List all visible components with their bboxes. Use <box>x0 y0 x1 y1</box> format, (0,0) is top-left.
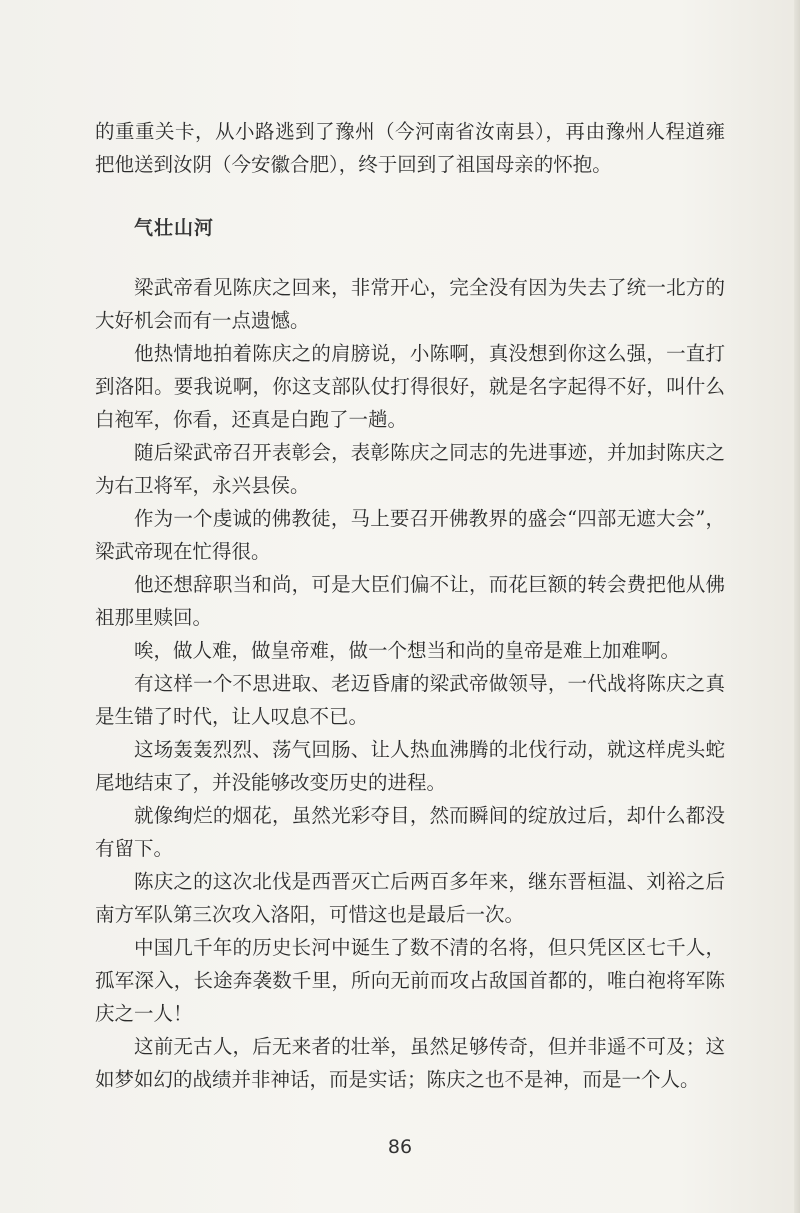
section-heading: 气壮山河 <box>134 217 215 239</box>
paragraph: 梁武帝看见陈庆之回来，非常开心，完全没有因为失去了统一北方的大好机会而有一点遗憾。 <box>95 276 725 332</box>
paragraph: 就像绚烂的烟花，虽然光彩夺目，然而瞬间的绽放过后，却什么都没有留下。 <box>95 804 725 860</box>
body-text <box>95 271 725 1096</box>
page-edge <box>794 0 800 1213</box>
continued-paragraph: 的重重关卡，从小路逃到了豫州（今河南省汝南县），再由豫州人程道雍把他送到汝阴（今安徽合肥），终于回到了祖国母亲的怀抱。 <box>95 120 725 176</box>
page-number: 86 <box>387 1136 413 1158</box>
paragraph: 中国几千年的历史长河中诞生了数不清的名将，但只凭区区七千人，孤军深入，长途奔袭数千里，所向无前而攻占敌国首都的，唯白袍将军陈庆之一人！ <box>95 936 725 1025</box>
paragraph: 他热情地拍着陈庆之的肩膀说，小陈啊，真没想到你这么强，一直打到洛阳。要我说啊，你这支部队仗打得很好，就是名字起得不好，叫什么白袍军，你看，还真是白跑了一趟。 <box>95 342 725 431</box>
paragraph: 随后梁武帝召开表彰会，表彰陈庆之同志的先进事迹，并加封陈庆之为右卫将军，永兴县侯。 <box>95 441 725 497</box>
paragraph: 唉，做人难，做皇帝难，做一个想当和尚的皇帝是难上加难啊。 <box>134 639 681 662</box>
paragraph: 有这样一个不思进取、老迈昏庸的梁武帝做领导，一代战将陈庆之真是生错了时代，让人叹息不已。 <box>95 672 725 728</box>
paragraph: 陈庆之的这次北伐是西晋灭亡后两百多年来，继东晋桓温、刘裕之后南方军队第三次攻入洛阳，可惜这也是最后一次。 <box>95 870 725 926</box>
continued-paragraph-block <box>95 115 725 181</box>
paragraph: 这前无古人，后无来者的壮举，虽然足够传奇，但并非遥不可及；这如梦如幻的战绩并非神话，而是实话；陈庆之也不是神，而是一个人。 <box>95 1035 725 1091</box>
paragraph: 他还想辞职当和尚，可是大臣们偏不让，而花巨额的转会费把他从佛祖那里赎回。 <box>95 573 725 629</box>
paragraph: 这场轰轰烈烈、荡气回肠、让人热血沸腾的北伐行动，就这样虎头蛇尾地结束了，并没能够改变历史的进程。 <box>95 738 725 794</box>
paragraph: 作为一个虔诚的佛教徒，马上要召开佛教界的盛会“四部无遮大会”，梁武帝现在忙得很。 <box>95 507 725 563</box>
